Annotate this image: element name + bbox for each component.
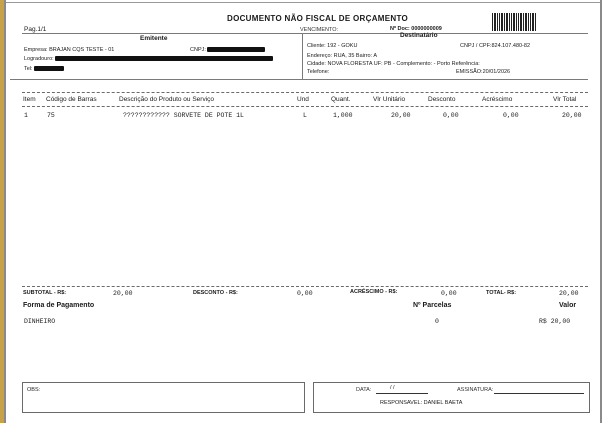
signature-box (313, 382, 590, 413)
row-item: 1 (24, 112, 28, 119)
vencimento-label: VENCIMENTO: (300, 27, 339, 33)
data-label: DATA: (356, 387, 372, 393)
destinatario-cliente: Cliente: 192 - GOKU (307, 43, 358, 49)
row-acrescimo: 0,00 (503, 112, 519, 119)
column-header-item: Item (23, 96, 36, 103)
column-header-quant: Quant. (331, 96, 351, 103)
header-bottom-line (10, 79, 588, 80)
payment-valor: R$ 20,00 (539, 318, 571, 325)
date-line (376, 393, 428, 394)
header-divider-left (22, 33, 298, 34)
column-header-descricao: Descrição do Produto ou Serviço (119, 96, 215, 103)
subtotal-label: SUBTOTAL - R$: (23, 290, 67, 296)
document-title: DOCUMENTO NÃO FISCAL DE ORÇAMENTO (227, 14, 409, 23)
redacted-cnpj (207, 47, 265, 52)
acrescimo-label: ACRÉSCIMO - R$: (350, 289, 398, 295)
redacted-logradouro (55, 56, 273, 61)
row-total: 20,00 (562, 112, 582, 119)
obs-box (22, 382, 305, 413)
obs-label: OBS: (27, 387, 41, 393)
total-label: TOTAL- R$: (486, 290, 517, 296)
row-unitario: 20,00 (391, 112, 411, 119)
row-codigo: 75 (47, 112, 55, 119)
payment-forma: DINHEIRO (24, 318, 56, 325)
emitente-tel (24, 66, 64, 72)
desconto-value: 0,00 (297, 290, 313, 297)
row-und: L (303, 112, 307, 119)
total-value: 20,00 (559, 290, 579, 297)
page-number: Pag.1/1 (24, 26, 47, 33)
column-header-acrescimo: Acréscimo (482, 96, 513, 103)
doc-number: Nº Doc: 0000000009 (390, 26, 442, 32)
header-divider-right (298, 33, 588, 34)
column-header-codigo: Código de Barras (46, 96, 97, 103)
emitente-tel-label: Tel: (24, 66, 33, 72)
destinatario-cnpj-cpf: CNPJ / CPF:824.107.480-82 (460, 43, 531, 49)
responsavel: RESPONSAVEL: DANIEL BAETA (380, 400, 463, 406)
column-header-desconto: Desconto (428, 96, 456, 103)
destinatario-emissao: EMISSÃO:20/01/2026 (456, 69, 511, 75)
page-top-border (6, 2, 600, 3)
totals-dashed-line (22, 286, 588, 287)
page-right-border (600, 0, 602, 423)
redacted-tel (34, 66, 64, 71)
destinatario-cidade: Cidade: NOVA FLORESTA UF: PB - Complemento: - Porto Referência: (307, 61, 480, 67)
header-vertical-divider (302, 33, 303, 79)
destinatario-endereco: Endereço: RUA, 35 Bairro: A (307, 53, 378, 59)
emitente-logradouro (24, 56, 273, 62)
row-descricao: ???????????? SORVETE DE POTE 1L (123, 112, 244, 119)
table-header-dashed-line (22, 106, 588, 107)
table-top-dashed-line (22, 92, 588, 93)
parcelas-label: Nº Parcelas (413, 302, 452, 309)
payment-parcelas: 0 (435, 318, 439, 325)
assinatura-label: ASSINATURA: (457, 387, 494, 393)
emitente-cnpj (190, 47, 265, 53)
payment-title: Forma de Pagamento (23, 302, 95, 309)
destinatario-title: Destinatário (400, 32, 438, 39)
emitente-cnpj-label: CNPJ: (190, 47, 206, 53)
row-desconto: 0,00 (443, 112, 459, 119)
row-quant: 1,000 (333, 112, 353, 119)
valor-label: Valor (559, 302, 577, 309)
subtotal-value: 20,00 (113, 290, 133, 297)
date-slashes: / / (390, 385, 395, 391)
emitente-logradouro-label: Logradouro: (24, 56, 54, 62)
barcode-icon (492, 13, 537, 31)
emitente-empresa: Empresa: BRAJAN CQS TESTE - 01 (24, 47, 115, 53)
window-left-border-inner (4, 0, 6, 423)
acrescimo-value: 0,00 (441, 290, 457, 297)
column-header-und: Und (297, 96, 309, 103)
emitente-title: Emitente (140, 35, 168, 42)
desconto-label: DESCONTO - R$: (193, 290, 238, 296)
column-header-total: Vlr Total (553, 96, 577, 103)
column-header-unitario: Vlr Unitário (373, 96, 406, 103)
signature-line (494, 393, 584, 394)
destinatario-telefone: Telefone: (307, 69, 330, 75)
